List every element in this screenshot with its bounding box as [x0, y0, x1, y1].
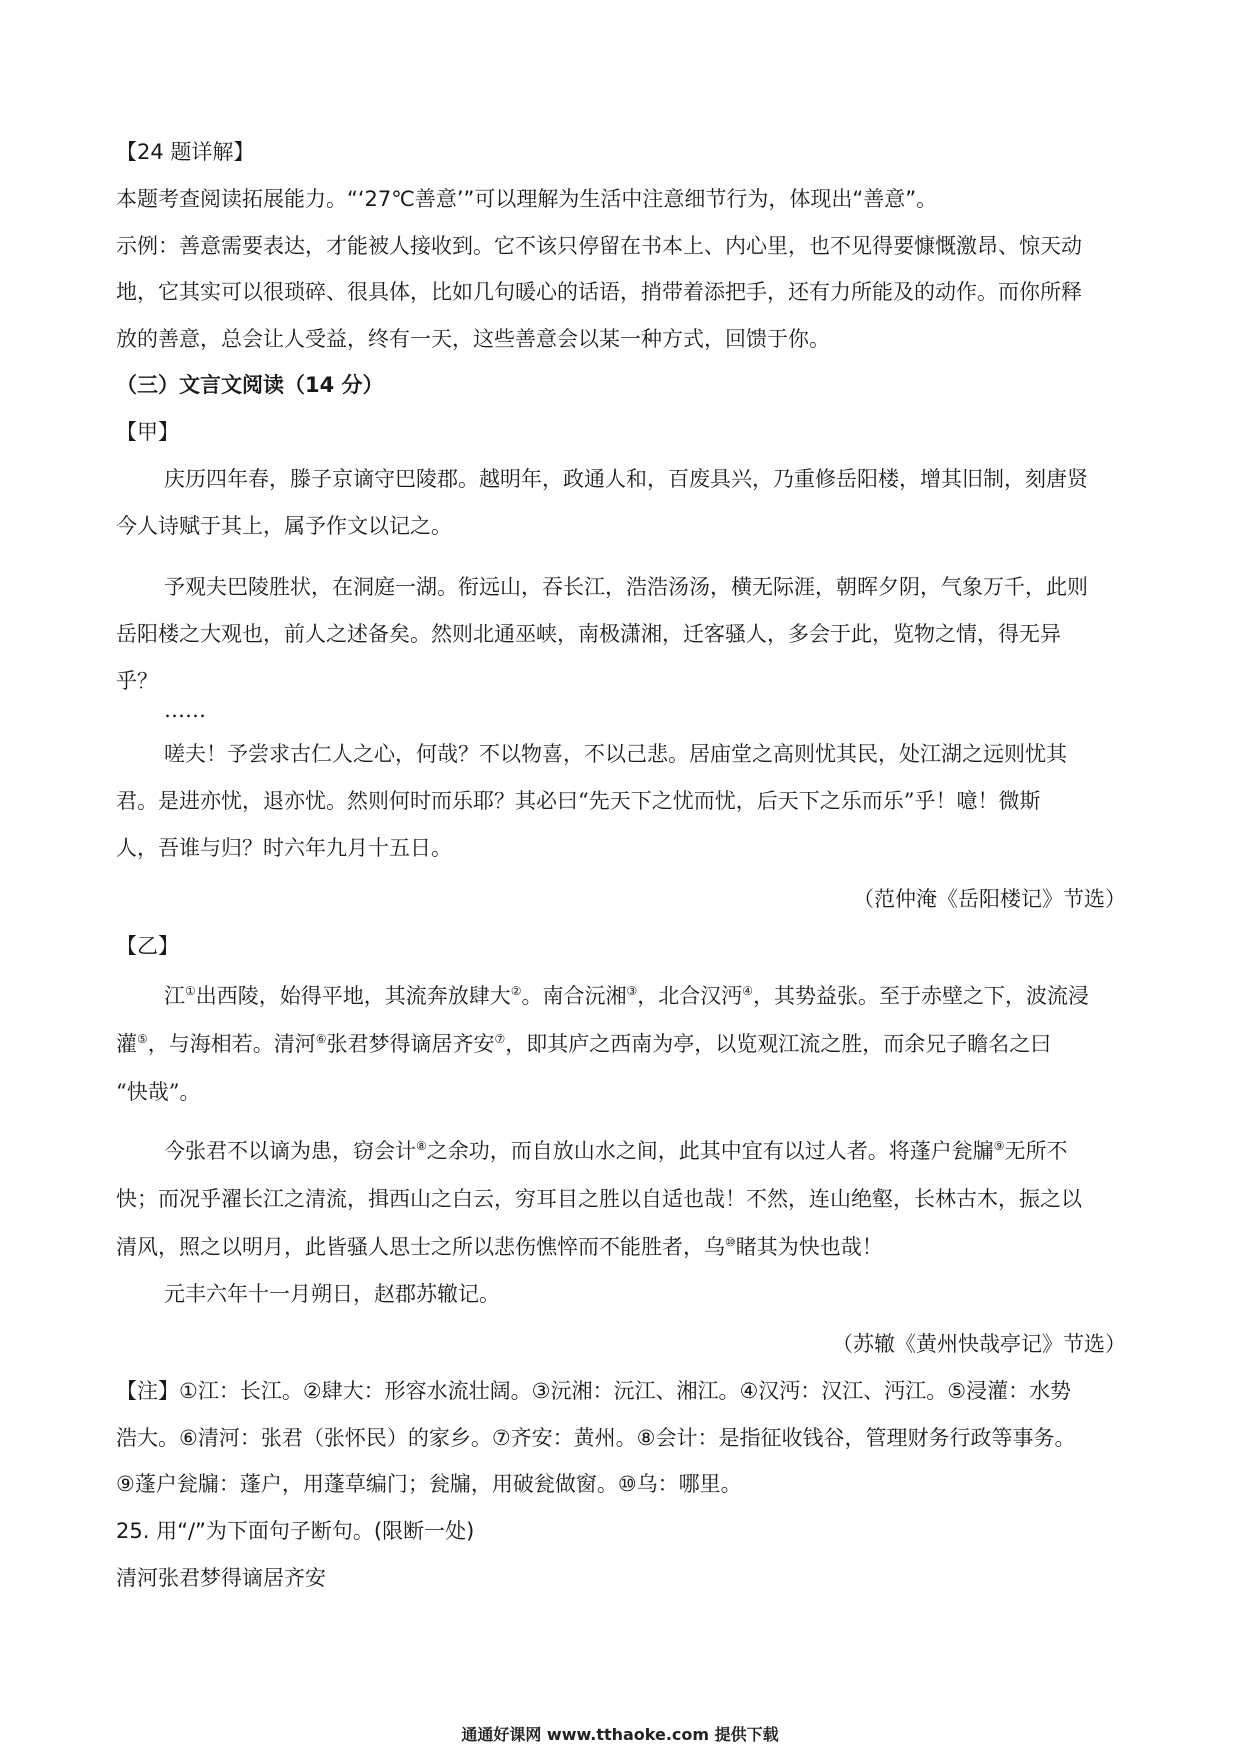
passage-b-label: 【乙】 [116, 934, 179, 958]
passage-b-p3: 元丰六年十一月朔日，赵郡苏辙记。 [164, 1282, 500, 1306]
analysis-line-4: 放的善意，总会让人受益，终有一天，这些善意会以某一种方式，回馈于你。 [116, 327, 830, 351]
analysis-line-1: 本题考查阅读拓展能力。“‘27℃善意’”可以理解为生活中注意细节行为，体现出“善意”。 [116, 187, 938, 211]
passage-a-source: （范仲淹《岳阳楼记》节选） [853, 887, 1126, 911]
note-ref-3: ③ [626, 984, 638, 998]
notes-line-1: 【注】①江：长江。②肆大：形容水流壮阔。③沅湘：沅江、湘江。④汉沔：汉江、沔江。⑤浸灌：水势 [116, 1379, 1072, 1403]
analysis-heading: 【24 题详解】 [116, 140, 255, 164]
notes-line-3: ⑨蓬户瓮牖：蓬户，用蓬草编门；瓮牖，用破瓮做窗。⑩乌：哪里。 [116, 1472, 742, 1496]
passage-a-p2-line-3: 乎？ [116, 669, 158, 693]
note-ref-1: ① [185, 984, 196, 998]
passage-b-p1-line-3: “快哉”。 [116, 1080, 201, 1104]
question-25-sentence: 清河张君梦得谪居齐安 [116, 1566, 326, 1590]
note-ref-6: ⑥ [315, 1032, 327, 1046]
passage-a-p3-line-1: 嗟夫！予尝求古仁人之心，何哉？不以物喜，不以己悲。居庙堂之高则忧其民，处江湖之远则忧其 [164, 742, 1067, 766]
note-ref-8: ⑧ [416, 1139, 427, 1153]
passage-a-p1-line-2: 今人诗赋于其上，属予作文以记之。 [116, 514, 452, 538]
passage-b-p1-line-1: 江①出西陵，始得平地，其流奔放肆大②。南合沅湘③，北合汉沔④，其势益张。至于赤壁之下，波流浸 [164, 984, 1090, 1008]
note-ref-4: ④ [742, 984, 754, 998]
note-ref-5: ⑤ [137, 1032, 148, 1046]
passage-b-p2-line-2: 快；而况乎濯长江之清流，揖西山之白云，穷耳目之胜以自适也哉！不然，连山绝壑，长林古木，振之以 [116, 1187, 1082, 1211]
passage-a-p2-line-1: 予观夫巴陵胜状，在洞庭一湖。衔远山，吞长江，浩浩汤汤，横无际涯，朝晖夕阴，气象万千，此则 [164, 575, 1088, 599]
notes-line-2: 浩大。⑥清河：张君（张怀民）的家乡。⑦齐安：黄州。⑧会计：是指征收钱谷，管理财务行政等事务。 [116, 1426, 1076, 1450]
passage-a-p3-line-3: 人，吾谁与归？时六年九月十五日。 [116, 836, 452, 860]
note-ref-7: ⑦ [494, 1032, 506, 1046]
passage-a-label: 【甲】 [116, 420, 179, 444]
passage-b-p1-line-2: 灌⑤，与海相若。清河⑥张君梦得谪居齐安⑦，即其庐之西南为亭，以览观江流之胜，而余兄子瞻名之曰 [116, 1032, 1052, 1056]
passage-a-ellipsis: …… [164, 698, 206, 722]
passage-b-source: （苏辙《黄州快哉亭记》节选） [832, 1332, 1126, 1356]
analysis-line-2: 示例：善意需要表达，才能被人接收到。它不该只停留在书本上、内心里，也不见得要慷慨激昂、惊天动 [116, 234, 1082, 258]
section-title: （三）文言文阅读（14 分） [116, 373, 384, 397]
passage-a-p2-line-2: 岳阳楼之大观也，前人之述备矣。然则北通巫峡，南极潇湘，迁客骚人，多会于此，览物之情，得无异 [116, 622, 1061, 646]
passage-b-p2-line-1: 今张君不以谪为患，窃会计⑧之余功，而自放山水之间，此其中宜有以过人者。将蓬户瓮牖⑨无所不 [164, 1139, 1068, 1163]
note-ref-9: ⑨ [993, 1139, 1005, 1153]
question-25-prompt: 25. 用“/”为下面句子断句。(限断一处) [116, 1519, 475, 1543]
note-ref-2: ② [510, 984, 522, 998]
passage-a-p1-line-1: 庆历四年春，滕子京谪守巴陵郡。越明年，政通人和，百废具兴，乃重修岳阳楼，增其旧制，刻唐贤 [164, 467, 1088, 491]
passage-b-p2-line-3: 清风，照之以明月，此皆骚人思士之所以悲伤憔悴而不能胜者，乌⑩睹其为快也哉！ [116, 1235, 883, 1259]
note-ref-10: ⑩ [725, 1235, 736, 1249]
analysis-line-3: 地，它其实可以很琐碎、很具体，比如几句暖心的话语，捎带着添把手，还有力所能及的动作。而你所释 [116, 280, 1082, 304]
page-footer: 通通好课网 www.tthaoke.com 提供下载 [461, 1725, 779, 1744]
passage-a-p3-line-2: 君。是进亦忧，退亦忧。然则何时而乐耶？其必曰“先天下之忧而忧，后天下之乐而乐”乎！噫！微斯 [116, 789, 1041, 813]
